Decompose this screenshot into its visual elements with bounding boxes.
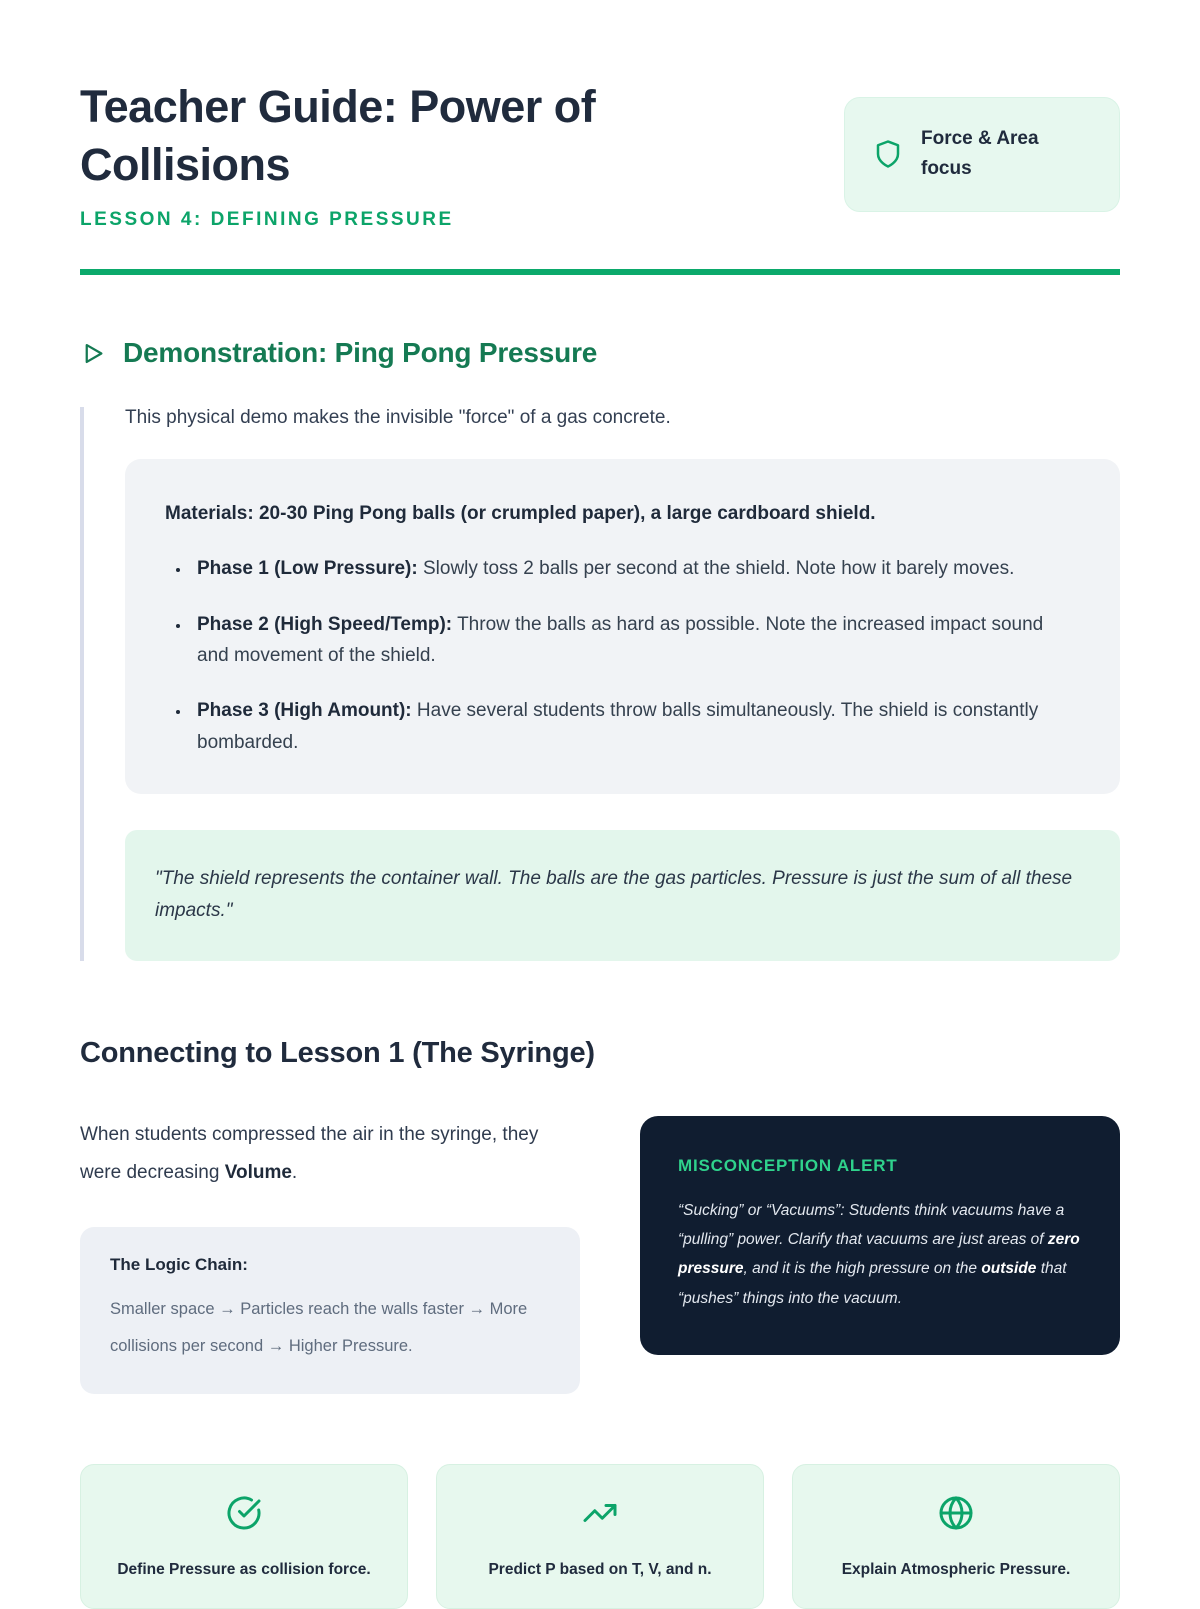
phase-1-label: Phase 1 (Low Pressure):	[197, 558, 418, 580]
logic-chain-text: Smaller space → Particles reach the walls faster → More collisions per second → Higher Pressure.	[110, 1300, 528, 1355]
objective-card-predict-pressure	[436, 1464, 764, 1609]
phase-2-label: Phase 2 (High Speed/Temp):	[197, 613, 453, 635]
teacher-quote: "The shield represents the container wall. The balls are the gas particles. Pressure is just the sum of all these impacts."	[155, 867, 1073, 922]
header-divider	[80, 269, 1120, 275]
focus-badge	[844, 97, 1120, 212]
globe-icon	[938, 1495, 974, 1531]
logic-chain-title: The Logic Chain:	[110, 1255, 248, 1275]
phase-item-3	[191, 695, 1080, 758]
syringe-text-bold: Volume	[224, 1162, 292, 1184]
misconception-bold-2: outside	[981, 1260, 1037, 1278]
teacher-quote-card	[125, 830, 1120, 961]
misconception-seg-1: “Sucking” or “Vacuums”: Students think vacuums have a “pulling” power. Clarify that vacuums are just areas of	[678, 1201, 1065, 1248]
demo-heading: Demonstration: Ping Pong Pressure	[123, 337, 598, 369]
misconception-card	[640, 1116, 1120, 1356]
phase-2-text: Throw the balls as hard as possible. Note the increased impact sound and movement of the shield.	[197, 613, 1044, 666]
phase-item-2	[191, 609, 1080, 672]
misconception-title: MISCONCEPTION ALERT	[678, 1155, 898, 1175]
objective-label: Define Pressure as collision force.	[117, 1560, 371, 1578]
demo-heading-row	[80, 337, 1120, 369]
objective-label: Explain Atmospheric Pressure.	[841, 1560, 1071, 1578]
demo-block	[80, 407, 1120, 960]
phase-list	[165, 553, 1080, 758]
misconception-seg-2: , and it is the high pressure on the	[743, 1260, 982, 1278]
objective-card-define-pressure	[80, 1464, 408, 1609]
page-title: Teacher Guide: Power of Collisions	[80, 81, 596, 190]
misconception-text	[678, 1196, 1082, 1314]
objective-label: Predict P based on T, V, and n.	[488, 1560, 712, 1578]
focus-badge-label: Force & Area focus	[921, 128, 1039, 180]
phase-item-1	[191, 553, 1080, 584]
syringe-text-1: When students compressed the air in the syringe, they were decreasing	[80, 1123, 539, 1184]
shield-icon	[873, 139, 903, 169]
demo-intro: This physical demo makes the invisible "force" of a gas concrete.	[125, 407, 671, 429]
logic-chain-card	[80, 1227, 580, 1394]
trending-up-icon	[582, 1495, 618, 1531]
syringe-paragraph	[80, 1116, 580, 1194]
objective-card-atmospheric-pressure	[792, 1464, 1120, 1609]
check-circle-icon	[226, 1495, 262, 1531]
materials-lead: Materials: 20-30 Ping Pong balls (or crumpled paper), a large cardboard shield.	[165, 503, 876, 525]
connecting-columns	[80, 1116, 1120, 1394]
syringe-text-2: .	[291, 1162, 298, 1184]
connecting-heading: Connecting to Lesson 1 (The Syringe)	[80, 1036, 595, 1069]
misconception-bold-1: zero pressure	[678, 1230, 1080, 1278]
phase-1-text: Slowly toss 2 balls per second at the shield. Note how it barely moves.	[417, 558, 1015, 580]
connecting-left-column	[80, 1116, 580, 1394]
connecting-right-column	[640, 1116, 1120, 1356]
misconception-seg-3: that “pushes” things into the vacuum.	[678, 1260, 1067, 1307]
phase-3-label: Phase 3 (High Amount):	[197, 700, 412, 722]
objectives-row	[80, 1464, 1120, 1609]
play-icon	[80, 340, 107, 367]
materials-card	[125, 459, 1120, 794]
lesson-subtitle: LESSON 4: DEFINING PRESSURE	[80, 209, 454, 231]
phase-3-text: Have several students throw balls simultaneously. The shield is constantly bombarded.	[197, 700, 1039, 753]
